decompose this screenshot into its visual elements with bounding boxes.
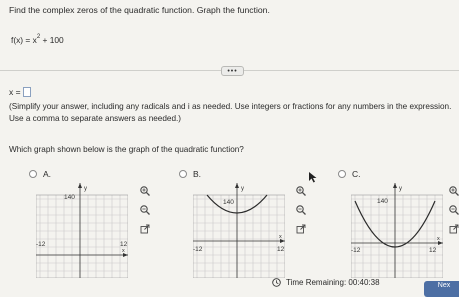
option-b-radio[interactable]	[179, 170, 187, 178]
next-button[interactable]: Nex	[424, 281, 459, 297]
graph-b-x-min: -12	[193, 246, 203, 253]
graph-a-y-label: y	[84, 186, 87, 192]
graph-b	[193, 183, 285, 278]
graph-a-y-tick: 140	[64, 194, 75, 201]
graph-c-x-label: x	[437, 236, 440, 242]
option-b[interactable]	[179, 169, 201, 179]
graph-c-x-max: 12	[429, 247, 437, 254]
function-rhs: + 100	[40, 35, 64, 45]
answer-instructions: (Simplify your answer, including any radicals and i as needed. Use integers or fractions for any numbers in the expression. Use a comma to separate answers as needed.)	[9, 102, 452, 123]
option-a-radio[interactable]	[29, 170, 37, 178]
answer-input[interactable]	[23, 87, 31, 97]
graph-a-x-min: -12	[36, 241, 46, 248]
zoom-in-icon[interactable]	[449, 186, 459, 196]
external-link-icon[interactable]	[449, 224, 459, 234]
option-c-radio[interactable]	[338, 170, 346, 178]
clock-icon	[272, 278, 281, 287]
graph-c-tools	[449, 186, 459, 234]
option-c[interactable]	[338, 169, 361, 179]
graph-b-y-tick: 140	[223, 199, 234, 206]
graph-a-x-label: x	[122, 248, 125, 254]
function-exponent: 2	[36, 34, 41, 41]
option-a[interactable]	[29, 169, 51, 179]
question-prompt: Find the complex zeros of the quadratic function. Graph the function.	[9, 5, 270, 15]
answer-label: x =	[9, 87, 21, 97]
expand-more-button[interactable]: •••	[221, 66, 244, 76]
time-remaining-label: Time Remaining:	[286, 278, 347, 287]
graph-a	[36, 183, 128, 278]
external-link-icon[interactable]	[296, 224, 306, 234]
option-b-label: B.	[193, 169, 202, 179]
graph-c	[351, 183, 443, 278]
graph-b-x-label: x	[279, 234, 282, 240]
time-remaining-value: 00:40:38	[348, 278, 380, 287]
mouse-cursor-icon	[309, 172, 317, 183]
zoom-out-icon[interactable]	[296, 205, 306, 215]
zoom-in-icon[interactable]	[140, 186, 150, 196]
external-link-icon[interactable]	[140, 224, 150, 234]
time-remaining	[272, 278, 380, 287]
graph-c-y-tick: 140	[377, 198, 388, 205]
graph-question: Which graph shown below is the graph of the quadratic function?	[9, 145, 244, 154]
graph-a-tools	[140, 186, 150, 234]
option-a-label: A.	[43, 169, 52, 179]
option-c-label: C.	[352, 169, 361, 179]
graph-b-y-label: y	[241, 186, 244, 192]
zoom-in-icon[interactable]	[296, 186, 306, 196]
graph-c-y-label: y	[399, 186, 402, 192]
graph-a-x-max: 12	[120, 241, 128, 248]
graph-b-tools	[296, 186, 306, 234]
function-expression	[11, 35, 64, 45]
graph-b-x-max: 12	[277, 246, 285, 253]
graph-c-x-min: -12	[351, 247, 361, 254]
zoom-out-icon[interactable]	[140, 205, 150, 215]
zoom-out-icon[interactable]	[449, 205, 459, 215]
function-lhs: f(x) = x	[11, 35, 37, 45]
answer-row	[9, 87, 31, 97]
